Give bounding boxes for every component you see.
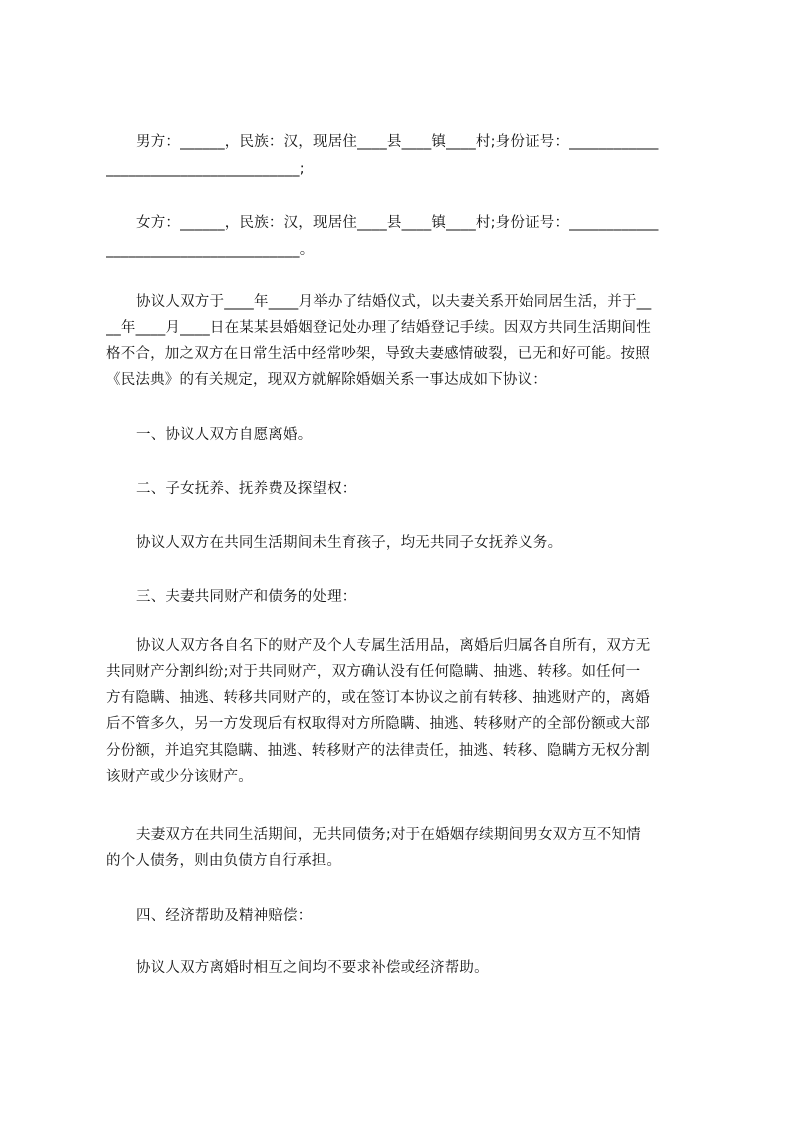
section2-title: 二、子女抚养、抚养费及探望权： [136, 481, 357, 497]
intro-line4: 《民法典》的有关规定，现双方就解除婚姻关系一事达成如下协议： [106, 372, 547, 388]
section2-body: 协议人双方在共同生活期间未生育孩子，均无共同子女抚养义务。 [136, 535, 563, 551]
section4-title: 四、经济帮助及精神赔偿： [136, 908, 313, 924]
property-line6: 该财产或少分该财产。 [106, 769, 253, 785]
female-party-line1: 女方：______，民族：汉，现居住____县____镇____村;身份证号：____________ [136, 215, 659, 231]
property-line5: 分份额，并追究其隐瞒、抽逃、转移财产的法律责任，抽逃、转移、隐瞒方无权分割 [106, 743, 650, 759]
section3-title: 三、夫妻共同财产和债务的处理： [136, 589, 357, 605]
female-party-line2: __________________________。 [106, 242, 315, 258]
property-line4: 后不管多久，另一方发现后有权取得对方所隐瞒、抽逃、转移财产的全部份额或大部 [106, 716, 650, 732]
property-line2: 共同财产分割纠纷;对于共同财产，双方确认没有任何隐瞒、抽逃、转移。如任何一 [106, 664, 641, 680]
property-line3: 方有隐瞒、抽逃、转移共同财产的，或在签订本协议之前有转移、抽逃财产的，离婚 [106, 690, 650, 706]
intro-line2: __年____月____日在某某县婚姻登记处办理了结婚登记手续。因双方共同生活期间性 [106, 320, 651, 336]
section4-body: 协议人双方离婚时相互之间均不要求补偿或经济帮助。 [136, 960, 489, 976]
male-party-line2: __________________________; [106, 161, 305, 177]
intro-line3: 格不合，加之双方在日常生活中经常吵架，导致夫妻感情破裂，已无和好可能。按照 [106, 346, 650, 362]
intro-line1: 协议人双方于____年____月举办了结婚仪式，以夫妻关系开始同居生活，并于__ [136, 294, 652, 310]
male-party-line1: 男方：______，民族：汉，现居住____县____镇____村;身份证号：____________ [136, 134, 659, 150]
section1-title: 一、协议人双方自愿离婚。 [136, 427, 313, 443]
debt-line1: 夫妻双方在共同生活期间，无共同债务;对于在婚姻存续期间男女双方互不知情 [136, 827, 641, 843]
debt-line2: 的个人债务，则由负债方自行承担。 [106, 853, 342, 869]
property-line1: 协议人双方各自名下的财产及个人专属生活用品，离婚后归属各自所有，双方无 [136, 638, 651, 654]
